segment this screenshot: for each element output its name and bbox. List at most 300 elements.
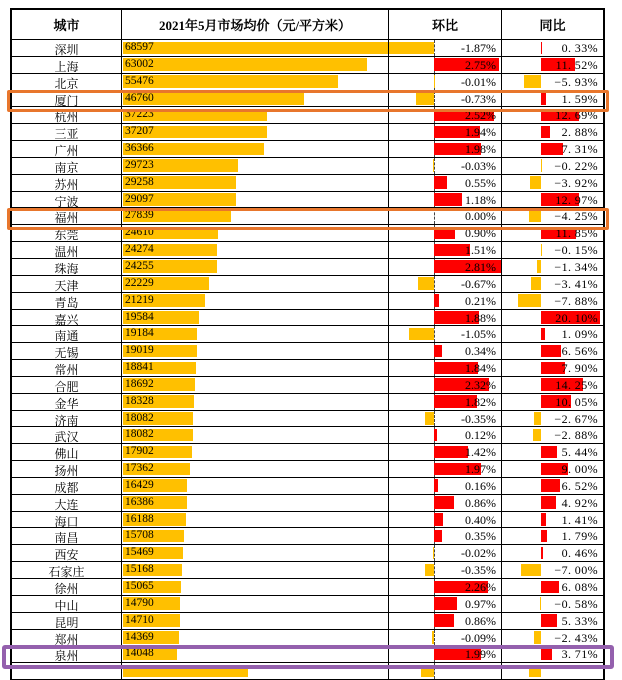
- price-value: 18841: [125, 361, 154, 373]
- mom-value: 1.84%: [465, 361, 496, 376]
- yoy-value: 12. 97%: [555, 193, 598, 208]
- price-value: 55476: [125, 75, 154, 87]
- yoy-value: 11. 52%: [556, 58, 598, 73]
- yoy-value: 1. 41%: [562, 513, 598, 528]
- city-name: 三亚: [12, 125, 121, 140]
- mom-bar-negative: [409, 328, 434, 341]
- city-name: 南京: [12, 159, 121, 174]
- table-row: [12, 326, 603, 343]
- price-cell: [122, 91, 389, 107]
- yoy-value: 6. 52%: [562, 479, 598, 494]
- price-cell: [122, 663, 389, 679]
- price-value: 37223: [125, 108, 154, 120]
- price-cell: [122, 394, 389, 410]
- header-mom: 环比: [389, 10, 502, 39]
- price-value: 18082: [125, 412, 154, 424]
- yoy-cell: [502, 596, 603, 612]
- table-row: [12, 259, 603, 276]
- table-row: [12, 91, 603, 108]
- price-value: 15168: [125, 563, 154, 575]
- yoy-value: −0. 22%: [554, 159, 598, 174]
- yoy-value: −7. 00%: [554, 563, 598, 578]
- yoy-value: 3. 71%: [562, 647, 598, 662]
- city-cell: [12, 512, 122, 528]
- yoy-value: 5. 33%: [562, 614, 598, 629]
- yoy-value: −5. 93%: [554, 75, 598, 90]
- mom-cell: [389, 141, 502, 157]
- yoy-cell: [502, 394, 603, 410]
- city-name: 海口: [12, 513, 121, 528]
- table-row: [12, 579, 603, 596]
- table-row: [12, 427, 603, 444]
- yoy-bar-negative: [533, 429, 541, 442]
- price-cell: [122, 74, 389, 90]
- yoy-bar-positive: [541, 547, 542, 560]
- yoy-cell: [502, 545, 603, 561]
- price-value: 46760: [125, 92, 154, 104]
- mom-bar-positive: [434, 345, 442, 358]
- price-value: 18082: [125, 428, 154, 440]
- price-cell: [122, 276, 389, 292]
- yoy-value: 1. 59%: [562, 92, 598, 107]
- price-cell: [122, 343, 389, 359]
- yoy-cell: [502, 293, 603, 309]
- mom-cell: [389, 377, 502, 393]
- yoy-cell: [502, 343, 603, 359]
- price-cell: [122, 545, 389, 561]
- city-cell: [12, 663, 122, 679]
- yoy-bar-positive: [541, 126, 549, 139]
- price-cell: [122, 259, 389, 275]
- yoy-bar-positive: [541, 513, 545, 526]
- table-row: [12, 360, 603, 377]
- yoy-bar-negative: [529, 210, 541, 223]
- price-cell: [122, 242, 389, 258]
- city-name: 成都: [12, 479, 121, 494]
- price-cell: [122, 427, 389, 443]
- mom-bar-positive: [434, 193, 462, 206]
- mom-bar-positive: [434, 429, 437, 442]
- yoy-bar-positive: [541, 479, 560, 492]
- city-cell: [12, 158, 122, 174]
- city-cell: [12, 57, 122, 73]
- table-row: [12, 528, 603, 545]
- price-value: 14048: [125, 647, 154, 659]
- yoy-value: 4. 92%: [562, 496, 598, 511]
- yoy-value: −7. 88%: [554, 294, 598, 309]
- yoy-value: 7. 31%: [562, 142, 598, 157]
- city-cell: [12, 646, 122, 662]
- mom-value: 2.26%: [465, 580, 496, 595]
- mom-zero-axis: [434, 411, 435, 427]
- yoy-value: 0. 33%: [562, 41, 598, 56]
- mom-bar-positive: [434, 479, 438, 492]
- yoy-bar-positive: [541, 496, 555, 509]
- yoy-value: 11. 85%: [556, 226, 598, 241]
- table-row: [12, 107, 603, 124]
- yoy-cell: [502, 528, 603, 544]
- mom-cell: [389, 461, 502, 477]
- city-name: 佛山: [12, 445, 121, 460]
- mom-cell: [389, 192, 502, 208]
- mom-cell: [389, 158, 502, 174]
- city-cell: [12, 208, 122, 224]
- price-cell: [122, 579, 389, 595]
- mom-bar-negative: [389, 42, 434, 55]
- mom-value: -0.35%: [461, 563, 496, 578]
- mom-zero-axis: [434, 326, 435, 342]
- city-name: 南昌: [12, 529, 121, 544]
- mom-value: 0.40%: [465, 513, 496, 528]
- price-cell: [122, 461, 389, 477]
- table-row: [12, 478, 603, 495]
- yoy-value: 6. 08%: [562, 580, 598, 595]
- yoy-cell: [502, 208, 603, 224]
- header-city: 城市: [12, 10, 122, 39]
- price-value: 29723: [125, 159, 154, 171]
- price-value: 14710: [125, 614, 154, 626]
- table-row: [12, 40, 603, 57]
- yoy-cell: [502, 630, 603, 646]
- city-name: 深圳: [12, 41, 121, 56]
- price-cell: [122, 326, 389, 342]
- mom-value: 0.55%: [465, 176, 496, 191]
- table-row: [12, 242, 603, 259]
- table-row: [12, 343, 603, 360]
- city-cell: [12, 444, 122, 460]
- mom-value: 1.18%: [465, 193, 496, 208]
- city-name: 天津: [12, 277, 121, 292]
- table-row: [12, 411, 603, 428]
- price-cell: [122, 528, 389, 544]
- mom-value: 0.00%: [465, 209, 496, 224]
- mom-zero-axis: [434, 40, 435, 56]
- mom-zero-axis: [434, 545, 435, 561]
- table-row: [12, 192, 603, 209]
- mom-cell: [389, 444, 502, 460]
- city-name: 泉州: [12, 647, 121, 662]
- city-cell: [12, 461, 122, 477]
- mom-cell: [389, 394, 502, 410]
- yoy-value: 2. 88%: [562, 125, 598, 140]
- city-name: 中山: [12, 597, 121, 612]
- mom-bar-negative: [433, 159, 434, 172]
- yoy-cell: [502, 495, 603, 511]
- mom-value: 0.86%: [465, 496, 496, 511]
- mom-cell: [389, 528, 502, 544]
- mom-zero-axis: [434, 74, 435, 90]
- city-name: 上海: [12, 58, 121, 73]
- price-cell: [122, 613, 389, 629]
- mom-cell: [389, 562, 502, 578]
- yoy-cell: [502, 57, 603, 73]
- price-cell: [122, 40, 389, 56]
- yoy-bar-negative: [534, 631, 541, 644]
- price-bar: [123, 665, 248, 678]
- yoy-value: 0. 46%: [562, 546, 598, 561]
- price-cell: [122, 310, 389, 326]
- price-cell: [122, 208, 389, 224]
- table-row: [12, 377, 603, 394]
- table-row: [12, 310, 603, 327]
- price-cell: [122, 175, 389, 191]
- price-value: 18328: [125, 395, 154, 407]
- yoy-value: 1. 79%: [562, 529, 598, 544]
- table-row: [12, 225, 603, 242]
- mom-cell: [389, 512, 502, 528]
- table-row: [12, 596, 603, 613]
- city-name: 昆明: [12, 614, 121, 629]
- city-cell: [12, 630, 122, 646]
- mom-cell: [389, 427, 502, 443]
- mom-bar-negative: [421, 665, 434, 678]
- mom-cell: [389, 208, 502, 224]
- mom-value: 0.90%: [465, 226, 496, 241]
- mom-bar-negative: [432, 631, 434, 644]
- price-cell: [122, 646, 389, 662]
- price-value: 36366: [125, 142, 154, 154]
- table-row: [12, 545, 603, 562]
- city-cell: [12, 343, 122, 359]
- mom-bar-positive: [434, 176, 447, 189]
- mom-cell: [389, 276, 502, 292]
- city-name: 扬州: [12, 462, 121, 477]
- yoy-value: −4. 25%: [554, 209, 598, 224]
- mom-cell: [389, 478, 502, 494]
- yoy-value: 9. 00%: [562, 462, 598, 477]
- mom-value: -0.35%: [461, 412, 496, 427]
- price-cell: [122, 478, 389, 494]
- price-cell: [122, 141, 389, 157]
- price-cell: [122, 411, 389, 427]
- yoy-cell: [502, 411, 603, 427]
- city-cell: [12, 411, 122, 427]
- mom-cell: [389, 613, 502, 629]
- yoy-cell: [502, 461, 603, 477]
- city-name: 宁波: [12, 193, 121, 208]
- mom-bar-negative: [416, 92, 433, 105]
- city-cell: [12, 478, 122, 494]
- yoy-bar-negative: [521, 564, 542, 577]
- mom-value: 0.86%: [465, 614, 496, 629]
- city-cell: [12, 326, 122, 342]
- price-value: 19184: [125, 327, 154, 339]
- price-cell: [122, 596, 389, 612]
- yoy-bar-negative: [524, 75, 541, 88]
- yoy-cell: [502, 259, 603, 275]
- mom-cell: [389, 495, 502, 511]
- mom-zero-axis: [434, 276, 435, 292]
- city-cell: [12, 377, 122, 393]
- mom-zero-axis: [434, 562, 435, 578]
- city-cell: [12, 175, 122, 191]
- yoy-cell: [502, 562, 603, 578]
- price-value: 29258: [125, 176, 154, 188]
- price-cell: [122, 293, 389, 309]
- city-name: 温州: [12, 243, 121, 258]
- city-cell: [12, 545, 122, 561]
- price-value: 15065: [125, 580, 154, 592]
- city-name: 福州: [12, 209, 121, 224]
- mom-value: -1.87%: [461, 41, 496, 56]
- price-cell: [122, 158, 389, 174]
- mom-value: 2.75%: [465, 58, 496, 73]
- mom-cell: [389, 74, 502, 90]
- yoy-cell: [502, 225, 603, 241]
- price-value: 17902: [125, 445, 154, 457]
- mom-cell: [389, 91, 502, 107]
- city-name: 金华: [12, 395, 121, 410]
- yoy-value: −2. 67%: [554, 412, 598, 427]
- yoy-bar-positive: [541, 446, 557, 459]
- yoy-cell: [502, 326, 603, 342]
- yoy-value: −1. 34%: [554, 260, 598, 275]
- price-cell: [122, 360, 389, 376]
- price-value: 16429: [125, 479, 154, 491]
- yoy-cell: [502, 107, 603, 123]
- city-cell: [12, 293, 122, 309]
- yoy-cell: [502, 444, 603, 460]
- city-cell: [12, 91, 122, 107]
- mom-value: -0.67%: [461, 277, 496, 292]
- mom-cell: [389, 40, 502, 56]
- table-row: [12, 74, 603, 91]
- city-name: 北京: [12, 75, 121, 90]
- price-value: 22229: [125, 277, 154, 289]
- city-cell: [12, 427, 122, 443]
- mom-bar-positive: [434, 446, 468, 459]
- mom-cell: [389, 663, 502, 679]
- price-cell: [122, 107, 389, 123]
- mom-cell: [389, 124, 502, 140]
- price-value: 63002: [125, 58, 154, 70]
- city-name: 合肥: [12, 378, 121, 393]
- mom-zero-axis: [434, 158, 435, 174]
- price-cell: [122, 124, 389, 140]
- city-name: 嘉兴: [12, 311, 121, 326]
- yoy-bar-positive: [541, 614, 557, 627]
- mom-value: -1.05%: [461, 327, 496, 342]
- yoy-bar-negative: [541, 159, 542, 172]
- price-value: 17362: [125, 462, 154, 474]
- city-name: 珠海: [12, 260, 121, 275]
- mom-cell: [389, 107, 502, 123]
- yoy-bar-positive: [541, 92, 546, 105]
- yoy-cell: [502, 141, 603, 157]
- table-row: [12, 208, 603, 225]
- mom-bar-positive: [434, 530, 442, 543]
- mom-bar-negative: [425, 564, 433, 577]
- mom-bar-positive: [434, 614, 455, 627]
- price-cell: [122, 512, 389, 528]
- price-value: 18692: [125, 378, 154, 390]
- header-price: 2021年5月市场均价（元/平方米）: [122, 10, 389, 39]
- mom-value: 0.12%: [465, 428, 496, 443]
- mom-value: 1.88%: [465, 311, 496, 326]
- yoy-cell: [502, 512, 603, 528]
- price-cell: [122, 630, 389, 646]
- mom-value: 2.52%: [465, 108, 496, 123]
- table-row: [12, 141, 603, 158]
- price-bar: [123, 58, 367, 71]
- city-name: 石家庄: [12, 563, 121, 578]
- city-name: 广州: [12, 142, 121, 157]
- yoy-bar-negative: [518, 294, 541, 307]
- table-row: [12, 276, 603, 293]
- price-cell: [122, 192, 389, 208]
- yoy-cell: [502, 310, 603, 326]
- mom-zero-axis: [434, 663, 435, 679]
- yoy-cell: [502, 175, 603, 191]
- mom-value: 0.21%: [465, 294, 496, 309]
- mom-value: 0.97%: [465, 597, 496, 612]
- yoy-value: 20. 10%: [555, 311, 598, 326]
- yoy-cell: [502, 40, 603, 56]
- yoy-cell: [502, 646, 603, 662]
- city-cell: [12, 40, 122, 56]
- city-name: 厦门: [12, 92, 121, 107]
- yoy-bar-negative: [540, 597, 542, 610]
- table-row: [12, 562, 603, 579]
- yoy-bar-negative: [531, 277, 541, 290]
- city-cell: [12, 124, 122, 140]
- city-name: 杭州: [12, 108, 121, 123]
- table-row: [12, 175, 603, 192]
- yoy-value: 1. 09%: [562, 327, 598, 342]
- yoy-bar-negative: [529, 665, 542, 678]
- price-bar: [123, 75, 338, 88]
- table-row: [12, 630, 603, 647]
- city-cell: [12, 596, 122, 612]
- table-row: [12, 495, 603, 512]
- mom-zero-axis: [434, 91, 435, 107]
- yoy-value: 12. 69%: [555, 108, 598, 123]
- mom-bar-positive: [434, 513, 444, 526]
- mom-cell: [389, 57, 502, 73]
- mom-cell: [389, 545, 502, 561]
- yoy-cell: [502, 663, 603, 679]
- mom-value: 1.51%: [465, 243, 496, 258]
- yoy-bar-negative: [534, 412, 542, 425]
- yoy-cell: [502, 579, 603, 595]
- price-value: 16386: [125, 496, 154, 508]
- city-price-table: [10, 8, 605, 680]
- city-cell: [12, 562, 122, 578]
- mom-value: 2.32%: [465, 378, 496, 393]
- price-value: 16188: [125, 513, 154, 525]
- yoy-value: −2. 43%: [554, 631, 598, 646]
- yoy-bar-negative: [537, 260, 541, 273]
- city-name: 东莞: [12, 226, 121, 241]
- mom-value: 1.99%: [465, 647, 496, 662]
- price-value: 29097: [125, 193, 154, 205]
- yoy-cell: [502, 158, 603, 174]
- table-row: [12, 124, 603, 141]
- table-row-partial: [12, 663, 603, 680]
- mom-bar-negative: [418, 277, 434, 290]
- table-row: [12, 394, 603, 411]
- city-name: 徐州: [12, 580, 121, 595]
- yoy-value: 6. 56%: [562, 344, 598, 359]
- city-name: 西安: [12, 546, 121, 561]
- price-cell: [122, 562, 389, 578]
- mom-value: 1.82%: [465, 395, 496, 410]
- city-cell: [12, 360, 122, 376]
- table-row: [12, 293, 603, 310]
- table-row: [12, 57, 603, 74]
- mom-value: -0.02%: [461, 546, 496, 561]
- mom-value: 1.94%: [465, 125, 496, 140]
